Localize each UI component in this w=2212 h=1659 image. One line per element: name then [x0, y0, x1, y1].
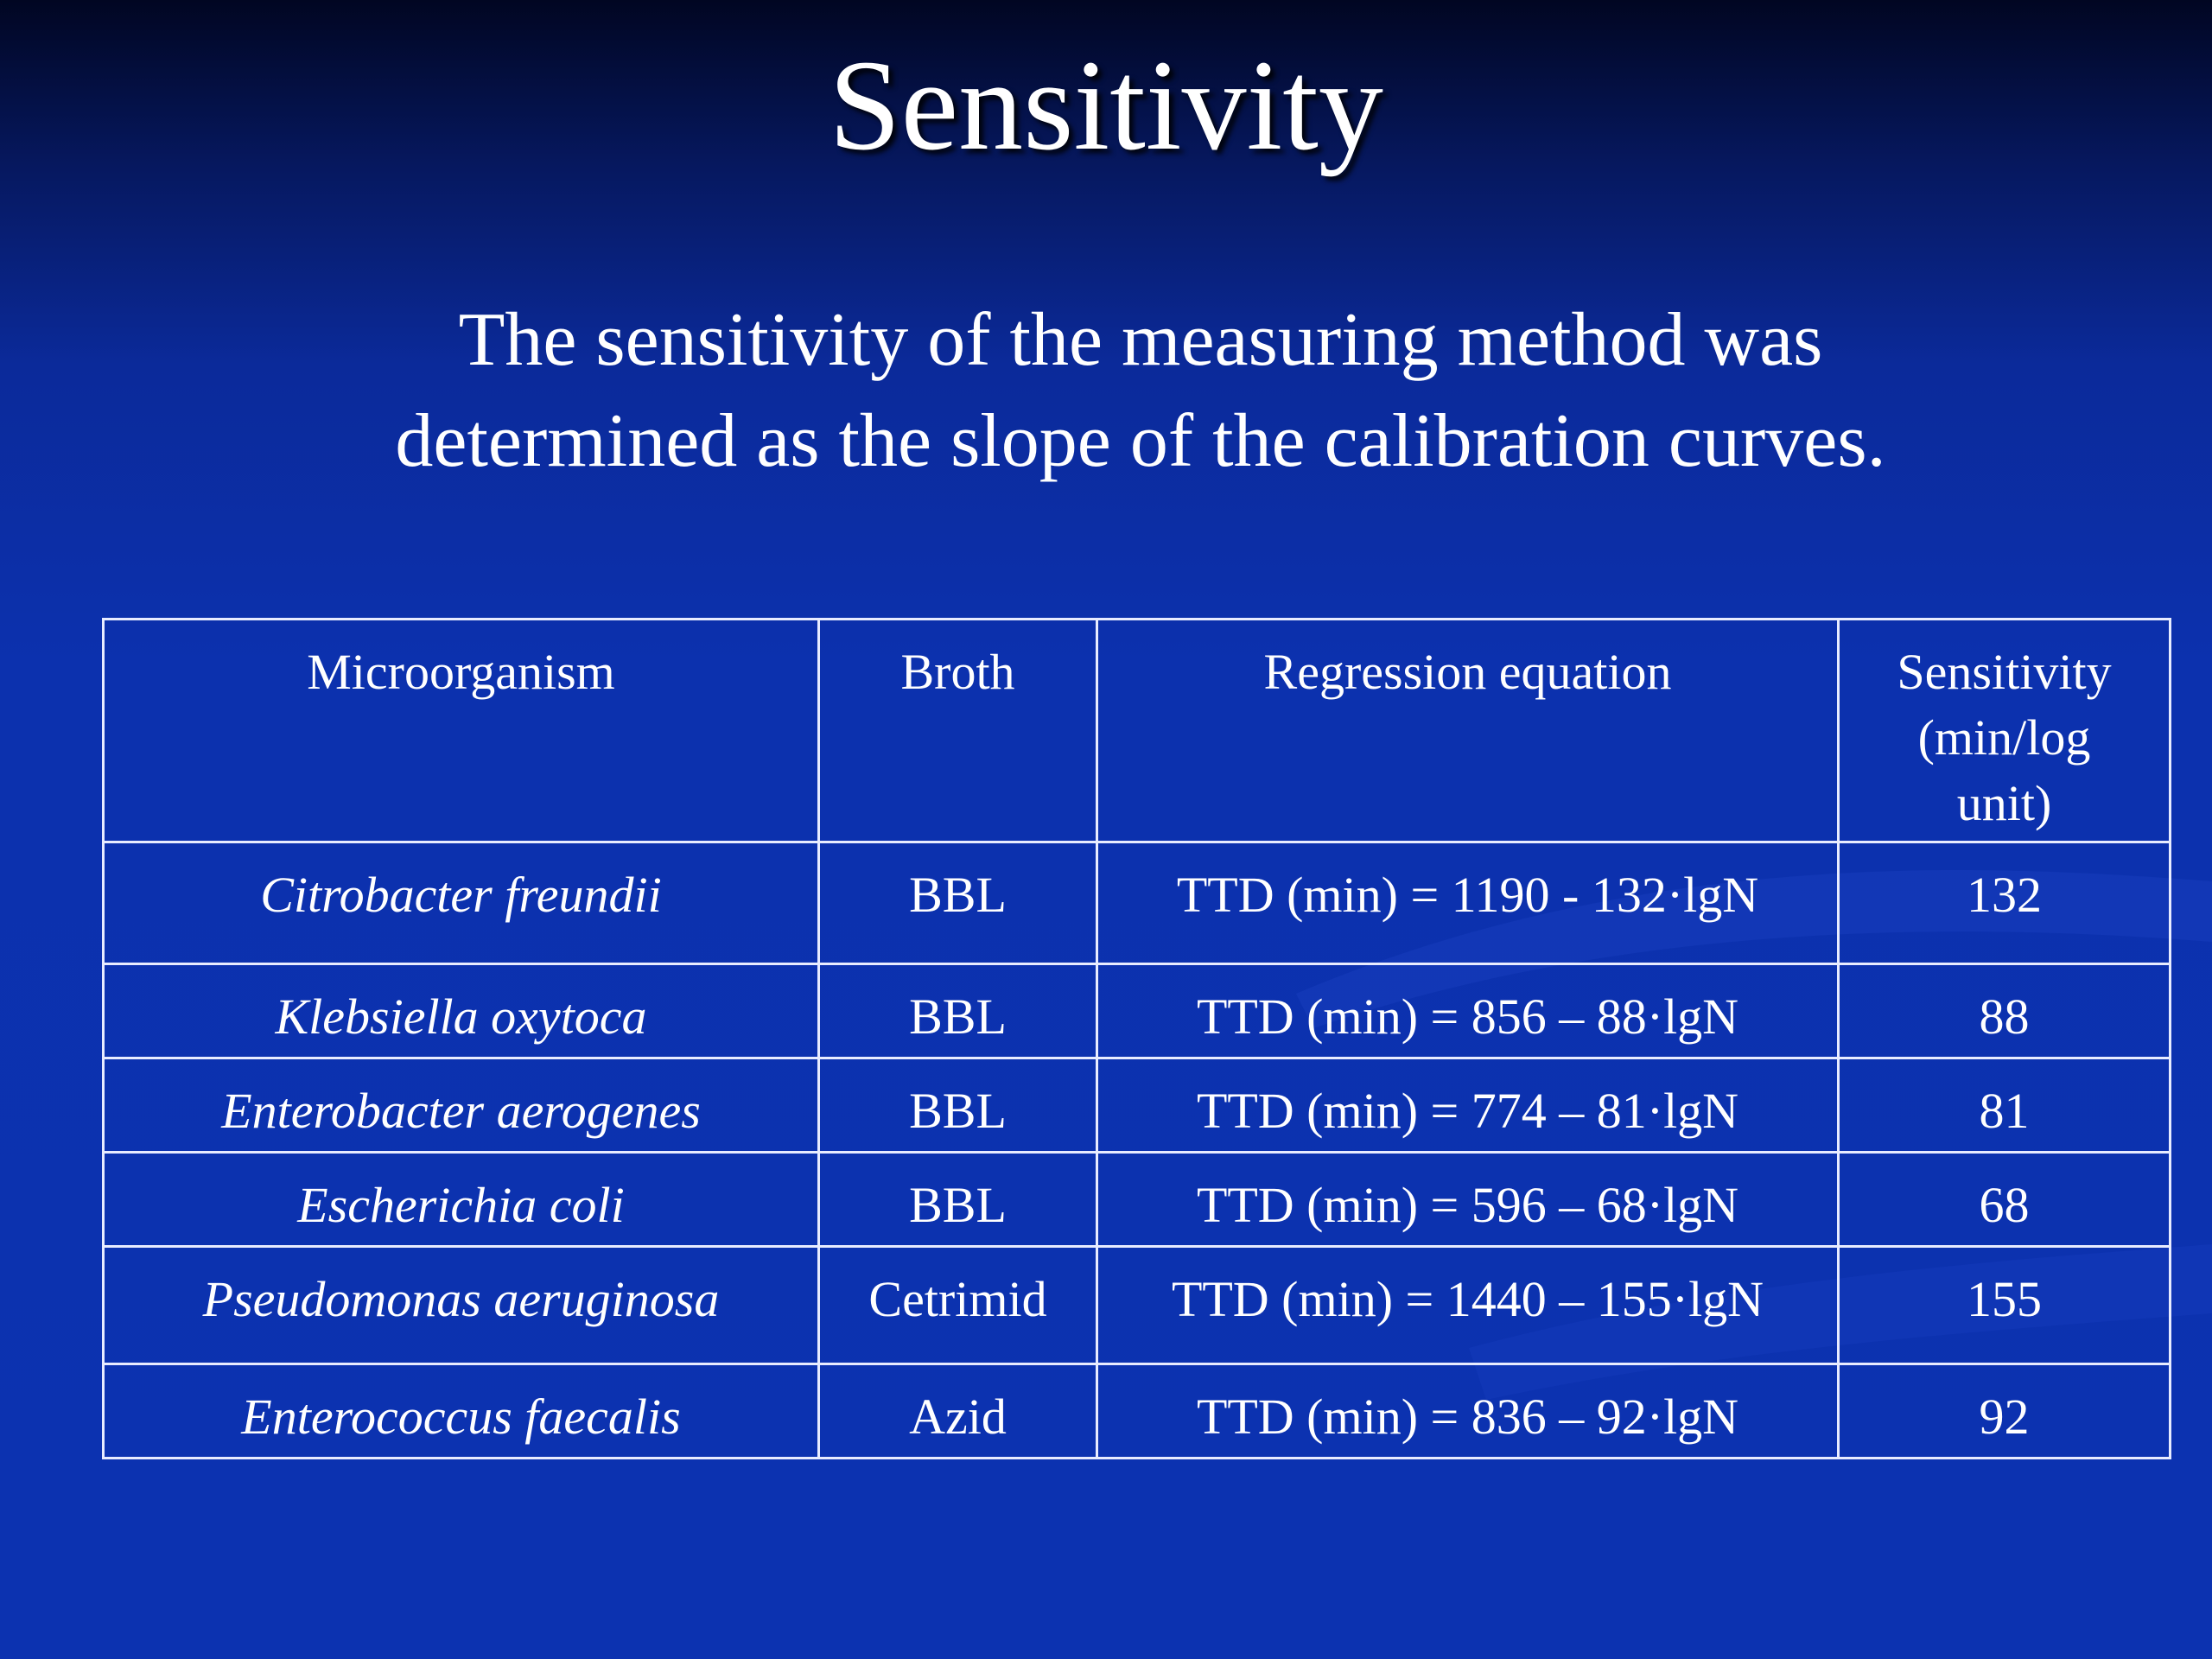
cell-equation: TTD (min) = 856 – 88·lgN	[1097, 964, 1839, 1058]
cell-broth: BBL	[819, 1058, 1097, 1153]
table-row	[104, 842, 2171, 964]
cell-broth: Cetrimid	[819, 1247, 1097, 1364]
table-row	[104, 964, 2171, 1058]
cell-microorganism: Enterobacter aerogenes	[104, 1058, 819, 1153]
subtitle-line-1: The sensitivity of the measuring method was	[458, 298, 1823, 382]
table-row	[104, 1058, 2171, 1153]
table-row	[104, 1364, 2171, 1459]
cell-sensitivity: 132	[1839, 842, 2171, 964]
subtitle-line-2: determined as the slope of the calibration curves.	[395, 399, 1886, 483]
header-sensitivity-line-1: Sensitivity	[1897, 644, 2112, 700]
cell-sensitivity: 155	[1839, 1247, 2171, 1364]
cell-microorganism: Citrobacter freundii	[104, 842, 819, 964]
cell-sensitivity: 68	[1839, 1153, 2171, 1247]
header-microorganism: Microorganism	[104, 620, 819, 842]
table-row	[104, 1153, 2171, 1247]
cell-broth: BBL	[819, 842, 1097, 964]
cell-broth: BBL	[819, 964, 1097, 1058]
header-sensitivity	[1839, 620, 2171, 842]
cell-sensitivity: 88	[1839, 964, 2171, 1058]
sensitivity-table	[102, 618, 2171, 1459]
table-row	[104, 1247, 2171, 1364]
cell-equation: TTD (min) = 836 – 92·lgN	[1097, 1364, 1839, 1459]
table-header-row	[104, 620, 2171, 842]
cell-equation: TTD (min) = 774 – 81·lgN	[1097, 1058, 1839, 1153]
cell-microorganism: Enterococcus faecalis	[104, 1364, 819, 1459]
header-regression-equation: Regression equation	[1097, 620, 1839, 842]
cell-equation: TTD (min) = 1440 – 155·lgN	[1097, 1247, 1839, 1364]
slide-subtitle	[216, 289, 2065, 492]
cell-broth: BBL	[819, 1153, 1097, 1247]
cell-microorganism: Pseudomonas aeruginosa	[104, 1247, 819, 1364]
header-sensitivity-line-3: unit)	[1956, 775, 2052, 831]
cell-microorganism: Escherichia coli	[104, 1153, 819, 1247]
cell-sensitivity: 92	[1839, 1364, 2171, 1459]
cell-equation: TTD (min) = 596 – 68·lgN	[1097, 1153, 1839, 1247]
cell-equation: TTD (min) = 1190 - 132·lgN	[1097, 842, 1839, 964]
cell-microorganism: Klebsiella oxytoca	[104, 964, 819, 1058]
slide-title: Sensitivity	[829, 34, 1383, 177]
cell-sensitivity: 81	[1839, 1058, 2171, 1153]
header-sensitivity-line-2: (min/log	[1917, 709, 2091, 766]
header-broth: Broth	[819, 620, 1097, 842]
cell-broth: Azid	[819, 1364, 1097, 1459]
